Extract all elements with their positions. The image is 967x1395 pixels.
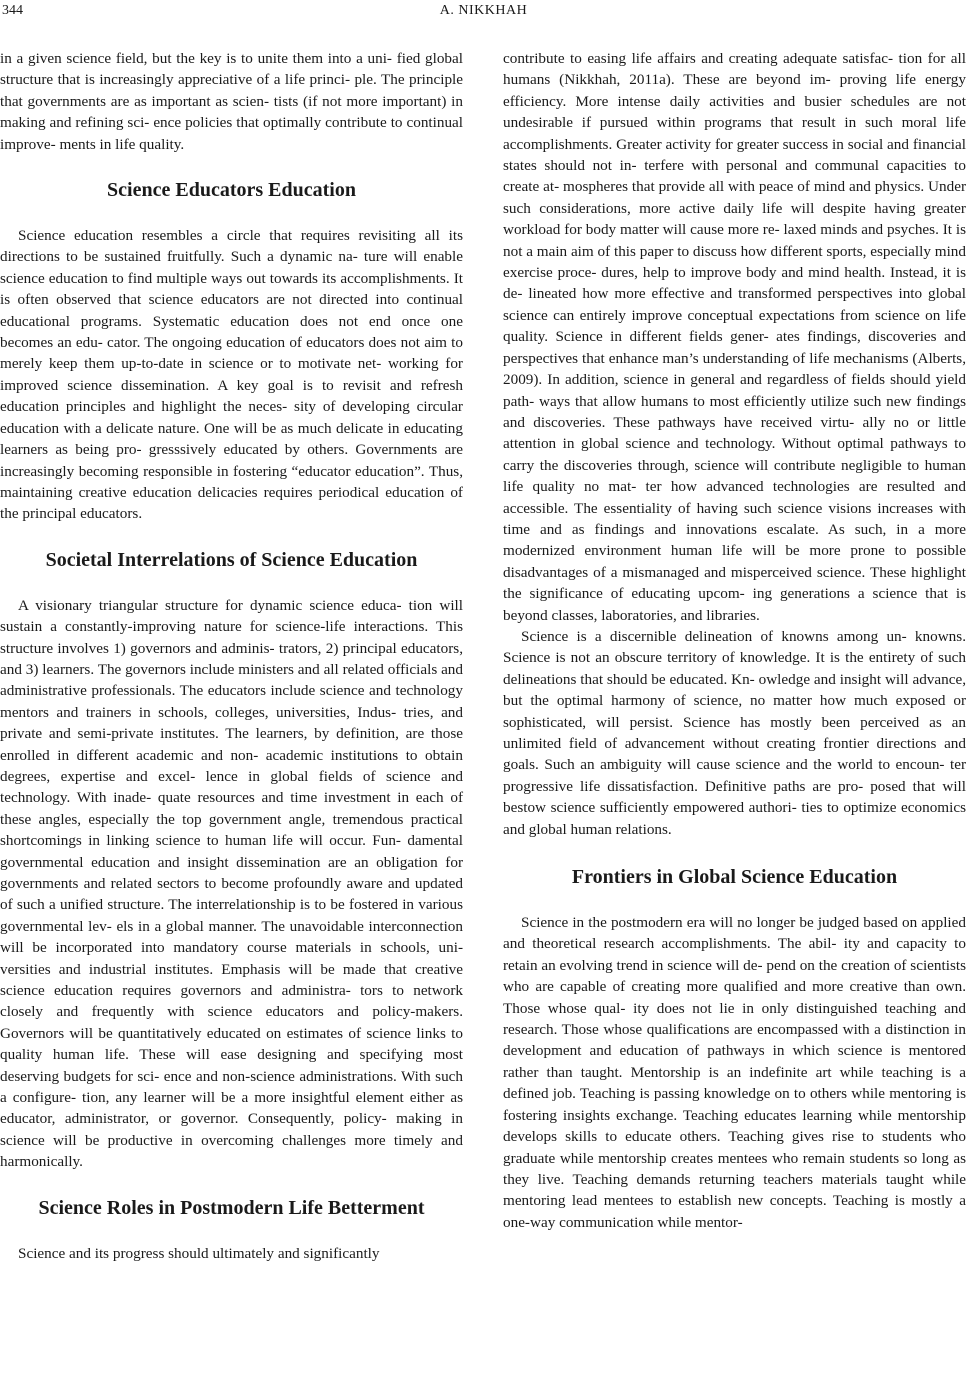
paragraph: in a given science field, but the key is to unite them into a uni- fied global structure that is increasingly appreciative of a life princi- ple. The principle that governments are as important as scien- tists (if not more important) in making and refining sci- ence policies that optimally contribute to continual improve- ments in life quality. bbox=[0, 50, 463, 153]
section-heading: Frontiers in Global Science Education bbox=[571, 866, 898, 889]
page-number: 344 bbox=[2, 3, 23, 18]
running-author: A. NIKKHAH bbox=[439, 3, 528, 18]
paragraph: contribute to easing life affairs and creating adequate satisfac- tion for all humans (Nikkhah, 2011a). These are beyond im- proving life energy efficiency. More intense daily activities and busier schedules are not undesirable if pursued within programs that result in such moral life accomplishments. Greater activity for greater success in social and financial states should not in- terfere with personal and communal capacities to create at- mospheres that provide all with peace of mind and physics. Under such considerations, more active daily life will despite having greater workload for body matter will cause more re- laxed minds and psyches. It is not a main aim of this paper to discuss how different sports, especially mind exercise proce- dures, help to improve body and mind health. Instead, it is de- lineated how more effective and transformed perspectives into global science can entirely improve conceptual expectations from science on life quality. Science in different fields gener- ates findings, discoveries and perspectives that enhance man’s understanding of life mechanisms (Alberts, 2009). In addition, science in general and regardless of fields should yield path- ways that allow humans to most efficiently utilize such new findings and discoveries. These pathways have received virtu- ally no or little attention in global science and technology. Without optimal pathways to carry the discoveries through, science will contribute negligible to human life quality no mat- ter how advanced technologies are resulted and accessible. The essentiality of having such science visions increases with time and as findings and innovations escalate. As such, in a more modernized environment human life will be more prone to possible disadvantages of a mismanaged and misperceived science. These highlight the significance of educating upcom- ing generations a science that is beyond classes, laboratories, and libraries. bbox=[503, 50, 966, 624]
paragraph: Science and its progress should ultimately and significantly bbox=[18, 1244, 380, 1262]
section-heading: Societal Interrelations of Science Education bbox=[45, 548, 418, 571]
right-column bbox=[503, 48, 966, 1233]
paragraph: Science in the postmodern era will no longer be judged based on applied and theoretical research accomplishments. The abil- ity and capacity to retain an evolving trend in science will de- pend on the creation of scientists who are capable of creating more qualified and more creative than own. Those whose qual- ity does not lie in only distinguished teaching and research. Those whose qualifications are encompassed with a distinction in development and education of pathways in which science is mentored rather than taught. Mentorship is an indefinite art while teaching is a defined job. Teaching is passing knowledge on to others while mentoring is fostering insights exchange. Teaching educates learning while mentorship develops skills to educate others. Teaching gives rise to students who graduate while mentorship creates mentees who remain students so long as they live. Teaching demands returning teachers materials taught while mentoring lead mentees to establish new concepts. Teaching is mostly a one-way communication while mentor- bbox=[503, 914, 966, 1231]
paragraph: A visionary triangular structure for dynamic science educa- tion will sustain a constantly-improving nature for science-life interactions. This structure involves 1) governors and adminis- trators, 2) principal educators, and 3) learners. The governors include ministers and all related officials and administrative professionals. The educators include science and technology mentors and trainers in schools, colleges, universities, Indus- tries, and private and semi-private institutes. The learners, by definition, are those enrolled in different academic and non- academic institutions to obtain degrees, expertise and excel- lence in global fields of science and technology. With inade- quate resources and time investment in each of these angles, especially the top government angle, tremendous practical shortcomings in linking science to human life will occur. Fun- damental governmental education and insight dissemination are an obligation for governments and related sectors to become profoundly aware and updated of such a unified structure. The interrelationship is to be fostered in various governmental lev- els in a global manner. The unavoidable interconnection will be incorporated into mandatory course materials in schools, uni- versities and industrial institutes. Emphasis will be made that creative science education requires governors and administra- tors to network closely and frequently with science educators and policy-makers. Governors will be quantitatively educated on estimates of science links to quality human life. These will ease designing and specifying most deserving budgets for sci- ence and non-science administrations. With such a configure- tion, any learner will be a more insightful element either as educator, administrator, or governor. Consequently, policy- making in science will be productive in overcoming challenges more timely and harmonically. bbox=[0, 596, 463, 1171]
paragraph: Science education resembles a circle that requires revisiting all its directions to be sustained fruitfully. Such a dynamic na- ture will enable science education to find multiple ways out towards its accomplishments. It is often observed that science educators are not directed into continual educational programs. Systematic education does not end once one becomes an edu- cator. The ongoing education of educators does not aim to merely keep them up-to-date in science or to motivate net- working for improved science dissemination. A key goal is to revisit and refresh education principles and highlight the neces- sity of developing circular education with a delicate nature. One will be as much delicate in educating learners as being pro- gresssively educated by others. Governments are increasingly becoming responsible in fostering “educator education”. Thus, maintaining creative education delicacies requires periodical education of the principal educators. bbox=[0, 227, 463, 523]
paragraph: Science is a discernible delineation of knowns among un- knowns. Science is not an obscure territory of knowledge. It is the entirety of such delineations that should be educated. Kn- owledge and insight will advance, but the optimal harmony of science, no matter how much exposed or sophisticated, will persist. Science has mostly been perceived as an unlimited field of advancement without creating frontier directions and goals. Such an ambiguity will cause science and the world to encoun- ter progressive life dissatisfaction. Definitive paths are pro- posed that will bestow science sufficiently empowered authori- ties to optimize economics and global human relations. bbox=[503, 627, 966, 838]
running-header bbox=[0, 0, 967, 22]
section-heading: Science Educators Education bbox=[107, 179, 356, 202]
left-column bbox=[0, 48, 463, 1264]
section-heading: Science Roles in Postmodern Life Betterment bbox=[38, 1196, 425, 1219]
